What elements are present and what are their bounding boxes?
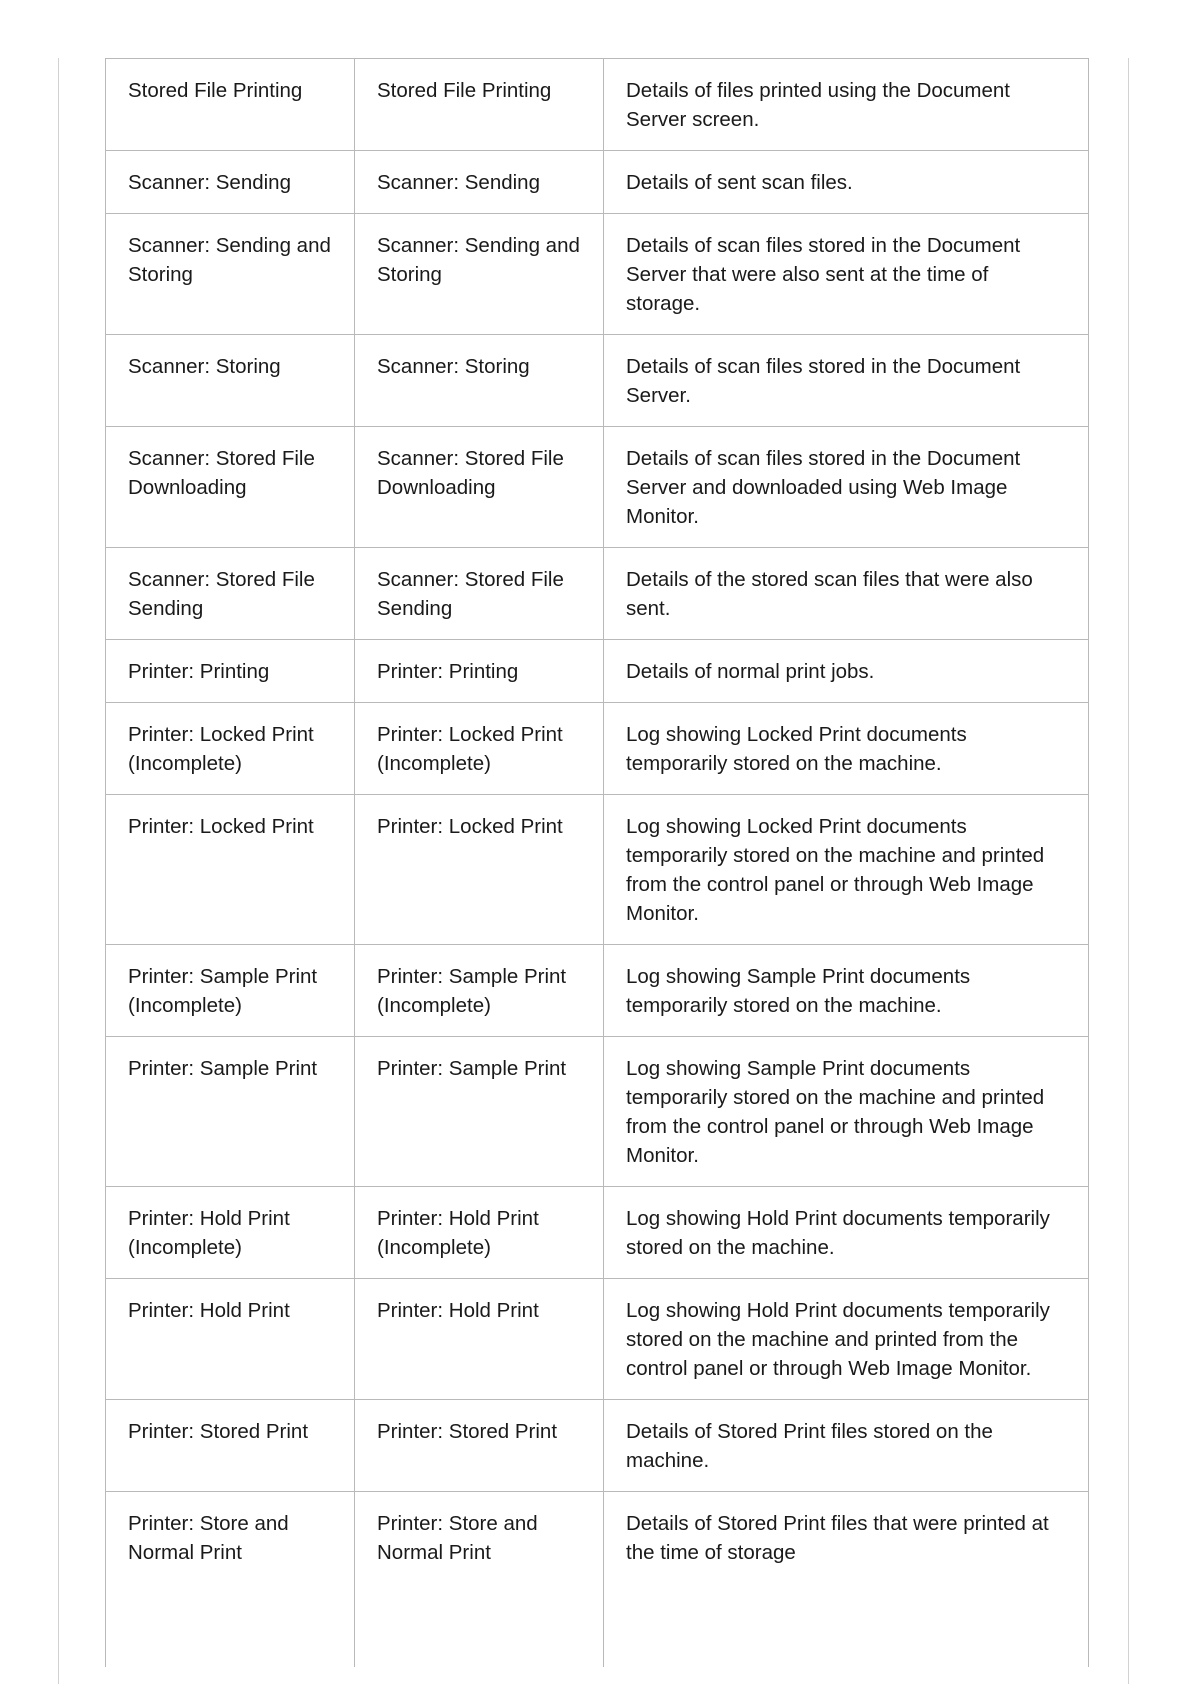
table-cell: Printer: Printing bbox=[355, 640, 604, 703]
table-row bbox=[106, 640, 1089, 703]
table-cell: Printer: Printing bbox=[106, 640, 355, 703]
table-cell: Details of scan files stored in the Document Server that were also sent at the time of storage. bbox=[604, 214, 1089, 335]
table-cell: Log showing Sample Print documents temporarily stored on the machine. bbox=[604, 945, 1089, 1037]
table-row bbox=[106, 214, 1089, 335]
table-cell: Details of sent scan files. bbox=[604, 151, 1089, 214]
table-cell: Log showing Hold Print documents temporarily stored on the machine. bbox=[604, 1187, 1089, 1279]
table-cell: Log showing Locked Print documents temporarily stored on the machine. bbox=[604, 703, 1089, 795]
table-row bbox=[106, 1400, 1089, 1492]
table-cell: Printer: Stored Print bbox=[106, 1400, 355, 1492]
table-cell: Scanner: Sending bbox=[106, 151, 355, 214]
table-cell: Printer: Hold Print (Incomplete) bbox=[355, 1187, 604, 1279]
table-row bbox=[106, 1037, 1089, 1187]
table-cell: Printer: Locked Print (Incomplete) bbox=[106, 703, 355, 795]
table-cell: Printer: Sample Print (Incomplete) bbox=[106, 945, 355, 1037]
table-cell: Scanner: Sending bbox=[355, 151, 604, 214]
table-row bbox=[106, 1279, 1089, 1400]
table-cell: Stored File Printing bbox=[106, 59, 355, 151]
table-cell: Printer: Sample Print bbox=[355, 1037, 604, 1187]
table-cell: Details of normal print jobs. bbox=[604, 640, 1089, 703]
table-cell: Printer: Sample Print (Incomplete) bbox=[355, 945, 604, 1037]
table-cell: Details of Stored Print files that were printed at the time of storage bbox=[604, 1492, 1089, 1668]
page-right-rule bbox=[1128, 58, 1129, 1684]
table-cell: Scanner: Stored File Downloading bbox=[106, 427, 355, 548]
table-cell: Details of scan files stored in the Document Server and downloaded using Web Image Monitor. bbox=[604, 427, 1089, 548]
table-row bbox=[106, 151, 1089, 214]
table-cell: Scanner: Storing bbox=[106, 335, 355, 427]
table-cell: Scanner: Sending and Storing bbox=[355, 214, 604, 335]
table-row bbox=[106, 59, 1089, 151]
table-cell: Scanner: Sending and Storing bbox=[106, 214, 355, 335]
table-cell: Details of files printed using the Document Server screen. bbox=[604, 59, 1089, 151]
table-cell: Scanner: Stored File Downloading bbox=[355, 427, 604, 548]
table-cell: Stored File Printing bbox=[355, 59, 604, 151]
table-cell: Printer: Stored Print bbox=[355, 1400, 604, 1492]
table-cell: Printer: Sample Print bbox=[106, 1037, 355, 1187]
table-row bbox=[106, 548, 1089, 640]
table-cell: Printer: Hold Print bbox=[106, 1279, 355, 1400]
table-cell: Log showing Locked Print documents temporarily stored on the machine and printed from the control panel or through Web Image Monitor. bbox=[604, 795, 1089, 945]
table-row bbox=[106, 1187, 1089, 1279]
table-cell: Printer: Hold Print bbox=[355, 1279, 604, 1400]
table-row bbox=[106, 335, 1089, 427]
table-row bbox=[106, 945, 1089, 1037]
table-cell: Details of Stored Print files stored on the machine. bbox=[604, 1400, 1089, 1492]
table-cell: Scanner: Stored File Sending bbox=[106, 548, 355, 640]
table-cell: Printer: Locked Print (Incomplete) bbox=[355, 703, 604, 795]
table-row bbox=[106, 427, 1089, 548]
table-cell: Printer: Hold Print (Incomplete) bbox=[106, 1187, 355, 1279]
table-row bbox=[106, 1492, 1089, 1668]
table-cell: Scanner: Storing bbox=[355, 335, 604, 427]
log-type-table bbox=[105, 58, 1089, 1667]
table-cell: Printer: Store and Normal Print bbox=[355, 1492, 604, 1668]
table-cell: Printer: Locked Print bbox=[106, 795, 355, 945]
table-cell: Details of the stored scan files that were also sent. bbox=[604, 548, 1089, 640]
page-left-rule bbox=[58, 58, 59, 1684]
table-cell: Printer: Store and Normal Print bbox=[106, 1492, 355, 1668]
table-cell: Printer: Locked Print bbox=[355, 795, 604, 945]
table-cell: Log showing Sample Print documents temporarily stored on the machine and printed from the control panel or through Web Image Monitor. bbox=[604, 1037, 1089, 1187]
table-cell: Log showing Hold Print documents temporarily stored on the machine and printed from the control panel or through Web Image Monitor. bbox=[604, 1279, 1089, 1400]
table-row bbox=[106, 795, 1089, 945]
table-cell: Details of scan files stored in the Document Server. bbox=[604, 335, 1089, 427]
table-row bbox=[106, 703, 1089, 795]
table-cell: Scanner: Stored File Sending bbox=[355, 548, 604, 640]
